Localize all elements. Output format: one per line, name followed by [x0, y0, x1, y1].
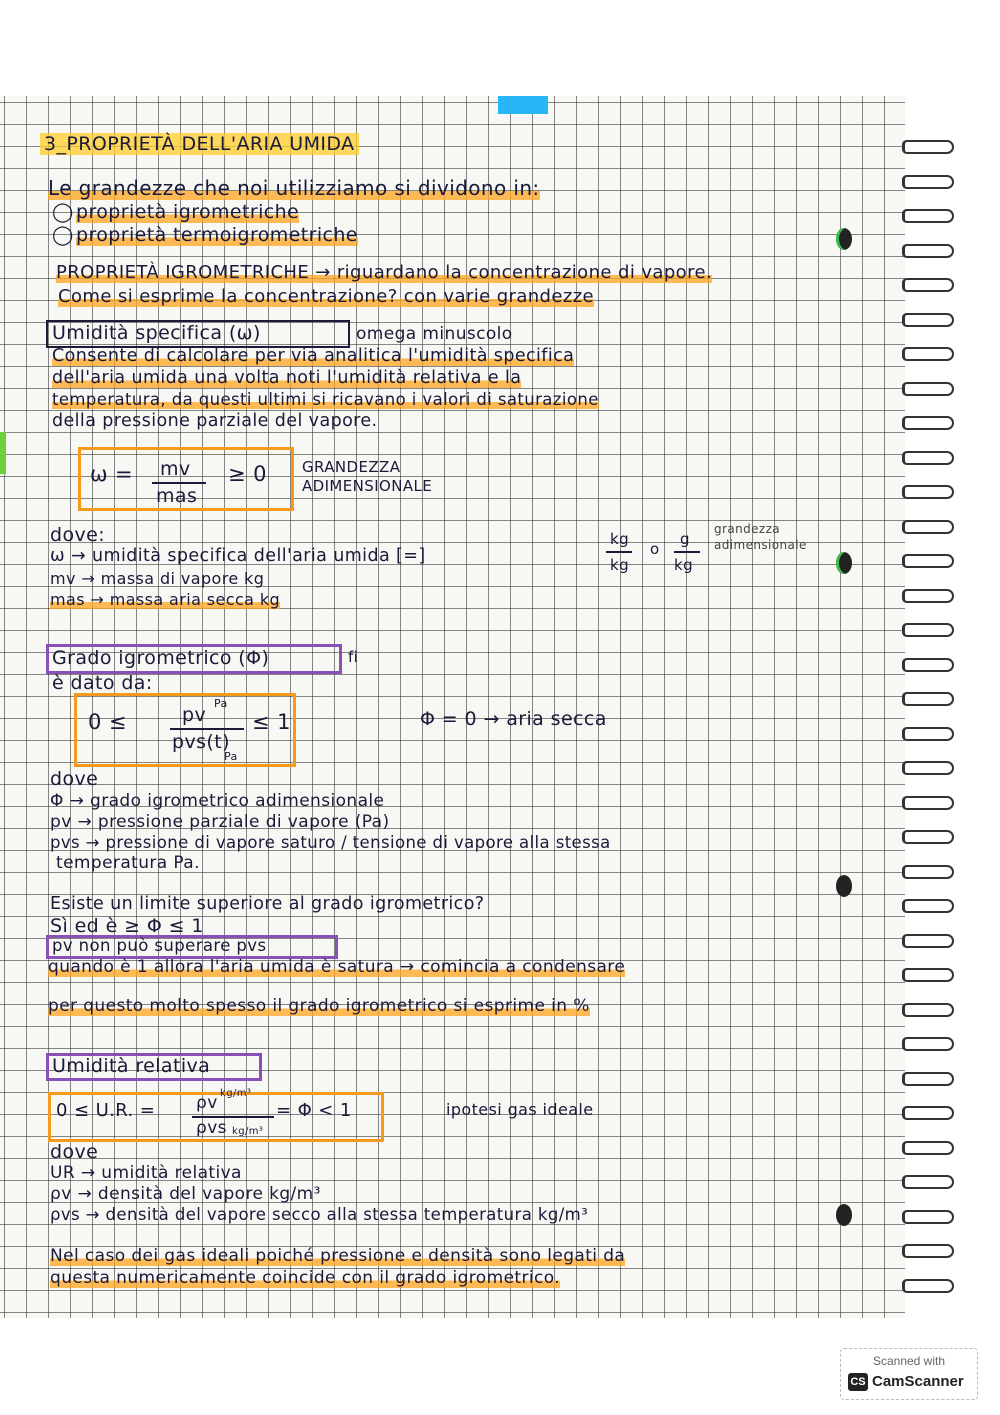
binder-hole: [836, 552, 852, 574]
intro-item-2: proprietà termoigrometriche: [76, 224, 358, 246]
definition-ur: UR → umidità relativa: [50, 1163, 242, 1183]
spiral-ring: [902, 278, 954, 292]
formula-denominator-unit: Pa: [224, 750, 238, 763]
spiral-ring: [902, 1210, 954, 1224]
formula-denominator: mas: [156, 485, 198, 507]
spiral-ring: [902, 1037, 954, 1051]
limit-question: Esiste un limite superiore al grado igrometrico?: [50, 894, 485, 914]
where-label: dove:: [50, 524, 106, 546]
where-label: dove: [50, 768, 99, 790]
spiral-ring: [902, 1175, 954, 1189]
unit-note-1: grandezza: [714, 522, 781, 536]
formula-denominator-unit: kg/m³: [232, 1126, 264, 1137]
spiral-ring: [902, 209, 954, 223]
spiral-ring: [902, 761, 954, 775]
spiral-ring: [902, 796, 954, 810]
spiral-ring: [902, 968, 954, 982]
ideal-gas-note: ipotesi gas ideale: [446, 1100, 594, 1119]
where-label: dove: [50, 1141, 99, 1163]
limit-answer: Sì ed è ≥ Φ ≤ 1: [50, 915, 204, 937]
dry-air-formula: Φ = 0 → aria secca: [420, 708, 607, 730]
unit-note-2: adimensionale: [714, 538, 807, 552]
spiral-ring: [902, 485, 954, 499]
formula-numerator: pv: [182, 704, 207, 726]
definition-mas: mas → massa aria secca kg: [50, 590, 281, 609]
intro-line: Le grandezze che noi utilizziamo si dividono in:: [48, 176, 540, 200]
spiral-ring: [902, 1003, 954, 1017]
spiral-ring: [902, 347, 954, 361]
unit-1-numerator: kg: [610, 530, 630, 548]
scanner-badge: [840, 1348, 978, 1400]
formula-numerator-unit: kg/m³: [220, 1088, 252, 1099]
spiral-ring: [902, 934, 954, 948]
saturation-note-1: pv non può superare pvs: [52, 936, 267, 955]
igrometric-line-1: PROPRIETÀ IGROMETRICHE → riguardano la concentrazione di vapore.: [56, 262, 713, 283]
unit-or: o: [650, 540, 660, 558]
formula-denominator: ρvs: [196, 1118, 227, 1138]
specific-humidity-para-3: temperatura, da questi ultimi si ricavano i valori di saturazione: [52, 390, 599, 409]
spiral-binding: [902, 140, 962, 1310]
scanner-caption: Scanned with: [872, 1354, 946, 1368]
formula-right: = Φ < 1: [276, 1100, 352, 1121]
definition-mv: mv → massa di vapore kg: [50, 569, 265, 588]
formula-right: ≤ 1: [252, 710, 291, 734]
scanner-brand: CamScanner: [872, 1373, 964, 1390]
igrometric-line-2: Come si esprime la concentrazione? con varie grandezze: [58, 286, 595, 307]
list-bullet-icon: ◯: [52, 224, 74, 246]
relative-humidity-heading: Umidità relativa: [52, 1055, 211, 1077]
spiral-ring: [902, 830, 954, 844]
spiral-ring: [902, 140, 954, 154]
definition-phi: Φ → grado igrometrico adimensionale: [50, 791, 385, 811]
blue-page-tab: [498, 96, 548, 114]
specific-humidity-para-1: Consente di calcolare per via analitica l'umidità specifica: [52, 346, 575, 366]
fraction-line: [606, 551, 632, 553]
spiral-ring: [902, 175, 954, 189]
section-title: 3_PROPRIETÀ DELL'ARIA UMIDA: [40, 133, 359, 155]
formula-numerator: ρv: [196, 1093, 218, 1113]
specific-humidity-heading: Umidità specifica (ω): [52, 322, 261, 344]
spiral-ring: [902, 692, 954, 706]
definition-pv: pv → pressione parziale di vapore (Pa): [50, 812, 390, 832]
spiral-ring: [902, 623, 954, 637]
camscanner-logo-icon: CS: [848, 1373, 868, 1391]
formula-rhs: ≥ 0: [228, 462, 267, 486]
fraction-line: [170, 728, 244, 730]
ideal-gas-note-1: Nel caso dei gas ideali poiché pressione e densità sono legati da: [50, 1246, 626, 1266]
formula-numerator: mv: [160, 458, 191, 480]
saturation-note-3: per questo molto spesso il grado igrometrico si esprime in %: [48, 996, 590, 1016]
specific-humidity-para-2: dell'aria umida una volta noti l'umidità relativa e la: [52, 368, 522, 388]
igrometric-degree-heading: Grado igrometrico (Φ): [52, 647, 270, 669]
spiral-ring: [902, 554, 954, 568]
spiral-ring: [902, 244, 954, 258]
unit-1-denominator: kg: [610, 556, 630, 574]
spiral-ring: [902, 382, 954, 396]
spiral-ring: [902, 1106, 954, 1120]
spiral-ring: [902, 658, 954, 672]
formula-note-2: ADIMENSIONALE: [302, 477, 433, 495]
definition-rhov: ρv → densità del vapore kg/m³: [50, 1184, 321, 1204]
ideal-gas-note-2: questa numericamente coincide con il grado igrometrico.: [50, 1268, 561, 1288]
formula-numerator-unit: Pa: [214, 697, 228, 710]
spiral-ring: [902, 1279, 954, 1293]
spiral-ring: [902, 451, 954, 465]
formula-left: 0 ≤ U.R. =: [56, 1100, 156, 1121]
definition-rhovs: ρvs → densità del vapore secco alla stessa temperatura kg/m³: [50, 1205, 589, 1224]
spiral-ring: [902, 1244, 954, 1258]
intro-item-1: proprietà igrometriche: [76, 201, 300, 223]
spiral-ring: [902, 1141, 954, 1155]
saturation-note-2: quando è 1 allora l'aria umida è satura → comincia a condensare: [48, 957, 626, 977]
spiral-ring: [902, 589, 954, 603]
specific-humidity-heading-note: omega minuscolo: [356, 324, 513, 344]
unit-2-numerator: g: [680, 530, 690, 548]
definition-pvs: pvs → pressione di vapore saturo / tensione di vapore alla stessa: [50, 833, 611, 852]
spiral-ring: [902, 865, 954, 879]
formula-left: 0 ≤: [88, 710, 127, 734]
formula-denominator: pvs(t): [172, 731, 230, 753]
formula-note-1: GRANDEZZA: [302, 458, 401, 476]
specific-humidity-para-4: della pressione parziale del vapore.: [52, 411, 378, 431]
spiral-ring: [902, 727, 954, 741]
fraction-line: [674, 551, 700, 553]
igrometric-degree-heading-note: fi: [348, 648, 359, 666]
fraction-line: [152, 482, 206, 484]
spiral-ring: [902, 313, 954, 327]
green-page-tab: [0, 432, 6, 474]
formula-lhs: ω =: [90, 462, 134, 486]
spiral-ring: [902, 520, 954, 534]
definition-omega: ω → umidità specifica dell'aria umida [=]: [50, 546, 426, 566]
spiral-ring: [902, 1072, 954, 1086]
binder-hole: [836, 228, 852, 250]
binder-hole: [836, 875, 852, 897]
given-by-label: è dato da:: [52, 672, 153, 694]
unit-2-denominator: kg: [674, 556, 694, 574]
spiral-ring: [902, 899, 954, 913]
definition-pvs-cont: temperatura Pa.: [56, 853, 200, 873]
spiral-ring: [902, 416, 954, 430]
list-bullet-icon: ◯: [52, 201, 74, 223]
binder-hole: [836, 1204, 852, 1226]
